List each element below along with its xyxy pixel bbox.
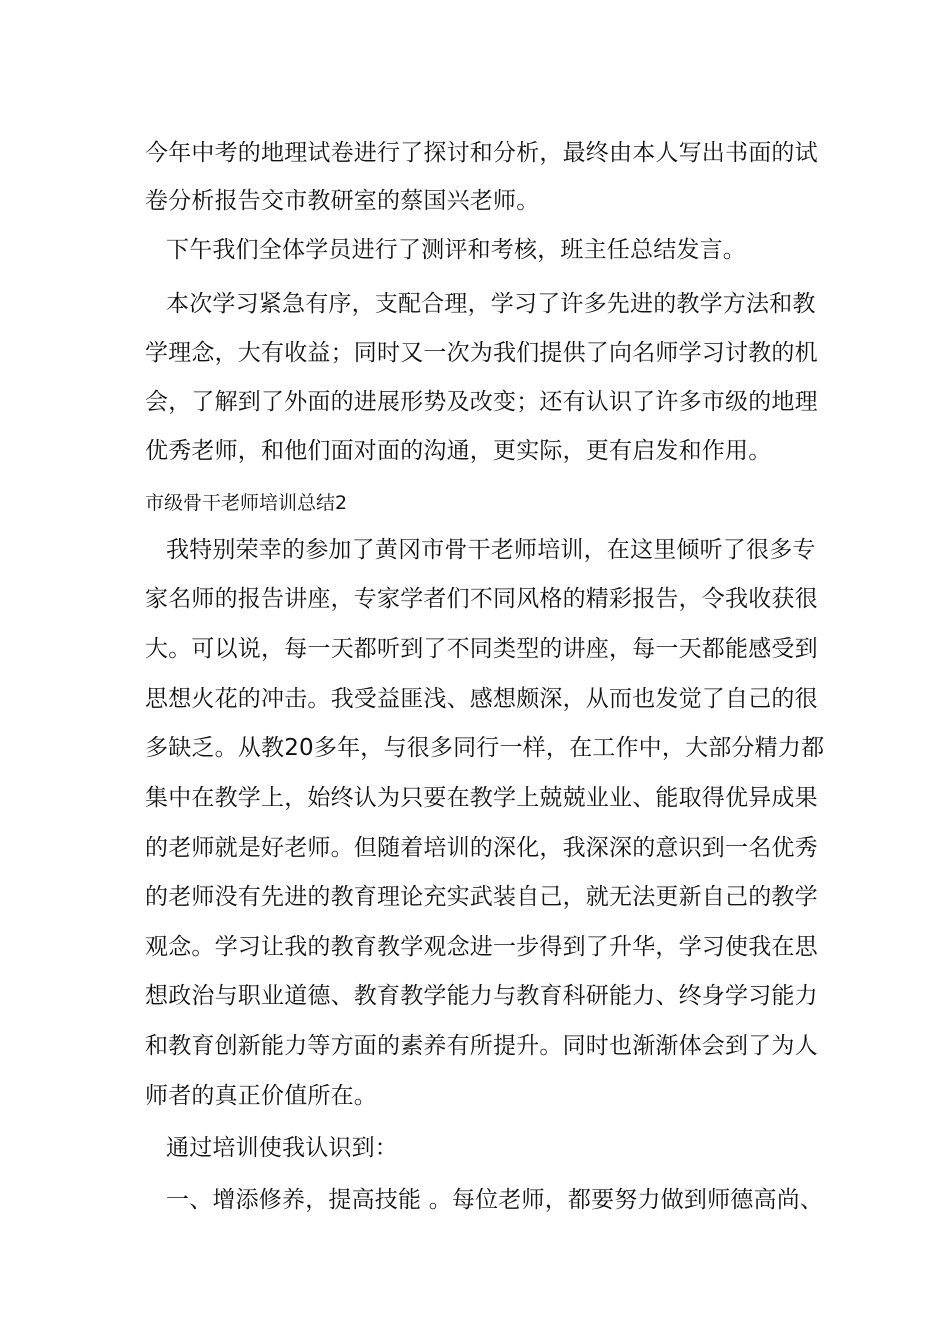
paragraph-line: 思想火花的冲击。我受益匪浅、感想颇深，从而也发觉了自己的很 bbox=[145, 686, 818, 712]
paragraph-line: 我特别荣幸的参加了黄冈市骨干老师培训，在这里倾听了很多专 bbox=[166, 537, 816, 563]
paragraph-line: 一、增添修养，提高技能 。每位老师，都要努力做到师德高尚、 bbox=[166, 1187, 824, 1213]
paragraph-line: 的老师就是好老师。但随着培训的深化，我深深的意识到一名优秀 bbox=[145, 835, 818, 861]
paragraph-line: 卷分析报告交市教研室的蔡国兴老师。 bbox=[145, 188, 540, 214]
paragraph-line: 师者的真正价值所在。 bbox=[145, 1083, 377, 1109]
paragraph-line: 的老师没有先进的教育理论充实武装自己，就无法更新自己的教学 bbox=[145, 884, 818, 910]
paragraph-line: 会，了解到了外面的进展形势及改变；还有认识了许多市级的地理 bbox=[145, 389, 818, 415]
paragraph-line: 集中在教学上，始终认为只要在教学上兢兢业业、能取得优异成果 bbox=[145, 785, 818, 811]
paragraph-line: 家名师的报告讲座，专家学者们不同风格的精彩报告，令我收获很 bbox=[145, 586, 818, 612]
paragraph-line: 大。可以说，每一天都听到了不同类型的讲座，每一天都能感受到 bbox=[145, 636, 818, 662]
paragraph-line: 本次学习紧急有序，支配合理，学习了许多先进的教学方法和教 bbox=[166, 291, 816, 317]
paragraph-line: 下午我们全体学员进行了测评和考核，班主任总结发言。 bbox=[166, 237, 746, 263]
paragraph-line: 通过培训使我认识到： bbox=[166, 1135, 398, 1161]
paragraph-line: 和教育创新能力等方面的素养有所提升。同时也渐渐体会到了为人 bbox=[145, 1033, 818, 1059]
paragraph-line: 多缺乏。从教20多年，与很多同行一样，在工作中，大部分精力都 bbox=[145, 735, 825, 761]
paragraph-line: 优秀老师，和他们面对面的沟通，更实际，更有启发和作用。 bbox=[145, 438, 772, 464]
paragraph-line: 观念。学习让我的教育教学观念进一步得到了升华，学习使我在思 bbox=[145, 934, 818, 960]
section-heading: 市级骨干老师培训总结2 bbox=[145, 492, 348, 514]
paragraph-line: 学理念，大有收益；同时又一次为我们提供了向名师学习讨教的机 bbox=[145, 340, 818, 366]
paragraph-line: 今年中考的地理试卷进行了探讨和分析，最终由本人写出书面的试 bbox=[145, 140, 818, 166]
paragraph-line: 想政治与职业道德、教育教学能力与教育科研能力、终身学习能力 bbox=[145, 983, 818, 1009]
